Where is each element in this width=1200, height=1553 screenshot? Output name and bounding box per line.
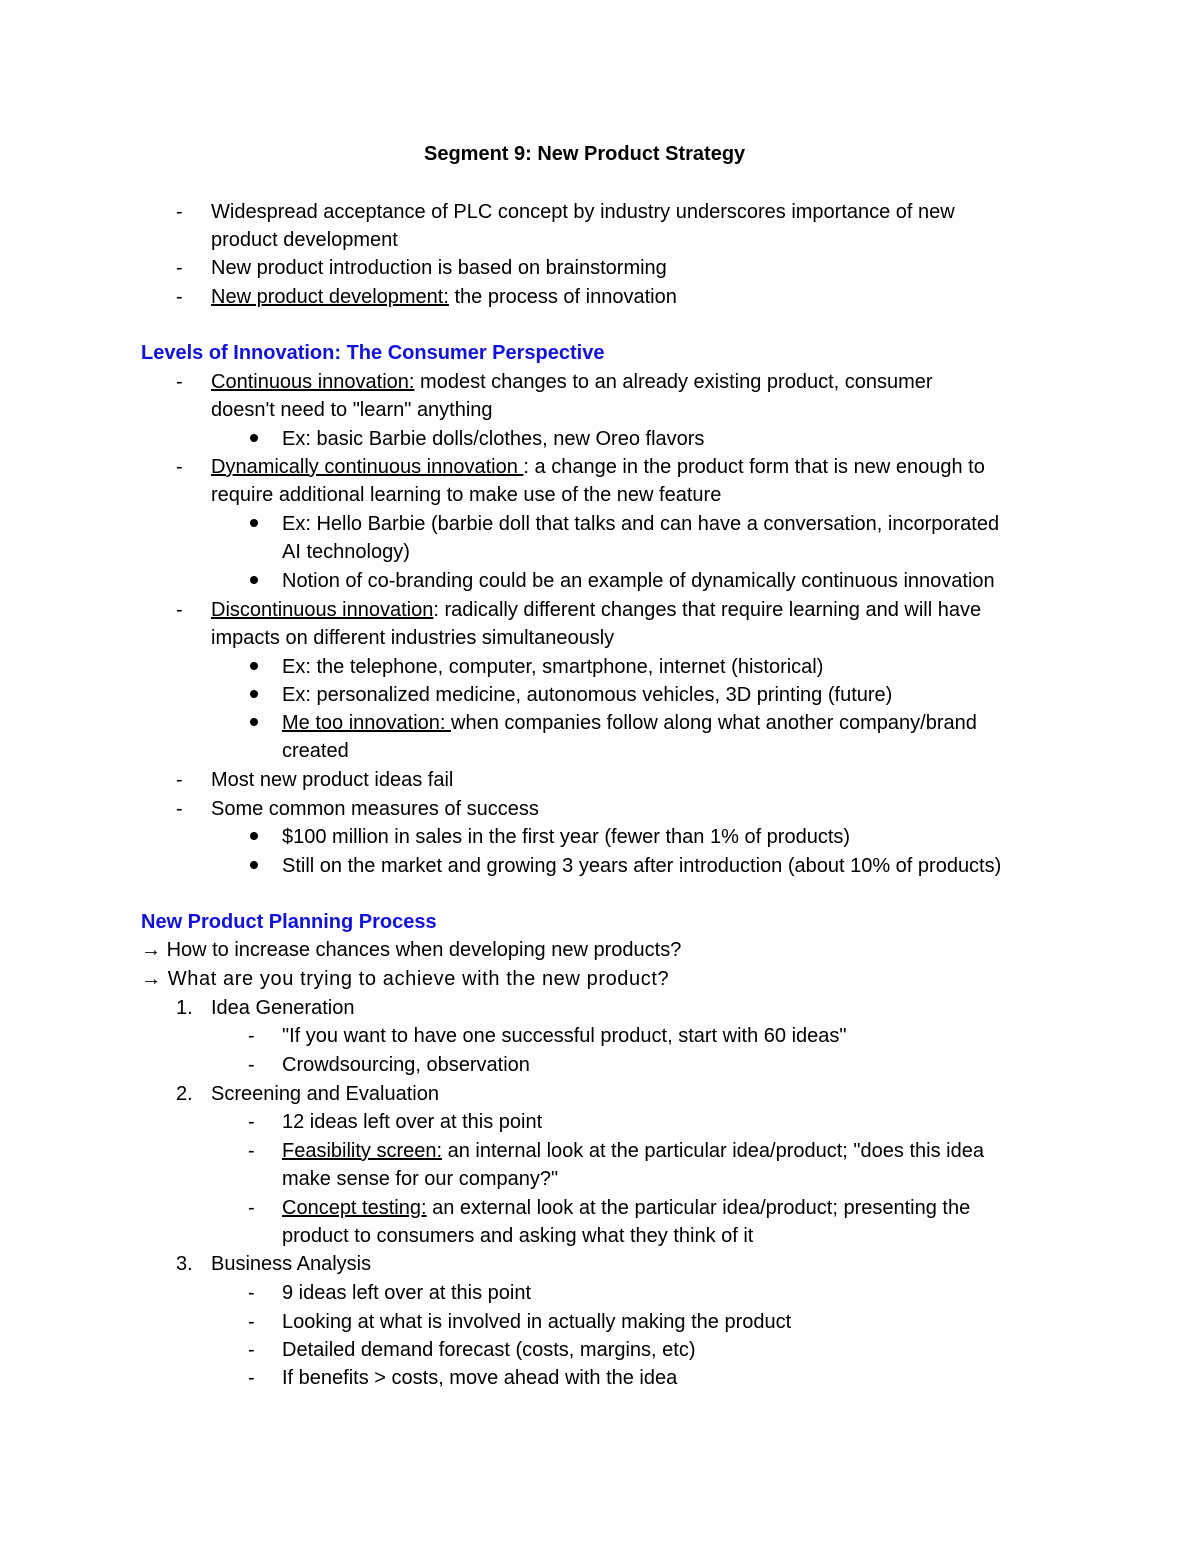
bullet-dot [250,832,258,840]
term-definition: modest changes to an already existing product, consumer [414,371,933,393]
term-definition: when companies follow along what another company/brand [451,712,977,734]
step-sub-item: 12 ideas left over at this point [282,1111,543,1133]
question-line [141,936,681,964]
bullet-dot [250,690,258,698]
term-definition: : a change in the product form that is new enough to [523,456,985,478]
sub-item [282,709,977,737]
page-title: Segment 9: New Product Strategy [424,143,746,165]
question-text: What are you trying to achieve with the new product? [167,968,670,990]
term-label: Dynamically continuous innovation [211,456,524,478]
intro-line: Widespread acceptance of PLC concept by industry underscores importance of new [211,201,955,223]
list-item [211,453,985,481]
list-item-continued: doesn't need to "learn" anything [211,399,493,421]
dash-marker: - [248,1025,255,1047]
arrow-icon: → [141,939,161,961]
term-label: Concept testing: [282,1197,427,1219]
step-sub-item: Detailed demand forecast (costs, margins, etc) [282,1339,696,1361]
dash-marker: - [248,1367,255,1389]
sub-item: Still on the market and growing 3 years after introduction (about 10% of products) [282,855,1002,877]
section-heading-levels: Levels of Innovation: The Consumer Perspective [141,342,605,364]
dash-marker: - [176,769,183,791]
step-sub-item: If benefits > costs, move ahead with the idea [282,1367,678,1389]
term-definition: : radically different changes that require learning and will have [433,599,982,621]
step-number: 3. [176,1253,193,1275]
term-label: Me too innovation: [282,712,451,734]
sub-item-continued: created [282,740,349,762]
intro-line: New product introduction is based on brainstorming [211,257,667,279]
step-sub-item [282,1194,970,1222]
step-sub-item: Looking at what is involved in actually making the product [282,1311,792,1333]
term-label: Discontinuous innovation [211,599,434,621]
bullet-dot [250,861,258,869]
bullet-dot [250,662,258,670]
sub-item: Ex: personalized medicine, autonomous vehicles, 3D printing (future) [282,684,893,706]
dash-marker: - [176,201,183,223]
step-number: 2. [176,1083,193,1105]
step-label: Screening and Evaluation [211,1083,439,1105]
section-heading-planning: New Product Planning Process [141,911,437,933]
term-label: Continuous innovation: [211,371,415,393]
step-label: Idea Generation [211,997,355,1019]
list-item-continued: impacts on different industries simultaneously [211,627,615,649]
step-sub-item: 9 ideas left over at this point [282,1282,532,1304]
step-sub-item: "If you want to have one successful product, start with 60 ideas" [282,1025,847,1047]
dash-marker: - [176,371,183,393]
step-label: Business Analysis [211,1253,372,1275]
dash-marker: - [248,1140,255,1162]
bullet-dot [250,718,258,726]
term-definition: an internal look at the particular idea/product; "does this idea [442,1140,984,1162]
dash-marker: - [248,1054,255,1076]
dash-marker: - [248,1311,255,1333]
dash-marker: - [248,1197,255,1219]
dash-marker: - [248,1282,255,1304]
step-sub-item: Crowdsourcing, observation [282,1054,530,1076]
term-definition: an external look at the particular idea/product; presenting the [426,1197,971,1219]
term-label: New product development: [211,286,449,308]
step-sub-item-continued: product to consumers and asking what they think of it [282,1225,754,1247]
dash-marker: - [248,1111,255,1133]
list-item: Some common measures of success [211,798,539,820]
term-label: Feasibility screen: [282,1140,443,1162]
sub-item: Ex: basic Barbie dolls/clothes, new Oreo flavors [282,428,705,450]
dash-marker: - [176,286,183,308]
dash-marker: - [248,1339,255,1361]
dash-marker: - [176,456,183,478]
list-item [211,596,981,624]
intro-line: product development [211,229,398,251]
term-definition: the process of innovation [448,286,677,308]
question-text: How to increase chances when developing new products? [166,939,682,961]
sub-item: $100 million in sales in the first year (fewer than 1% of products) [282,826,851,848]
step-sub-item [282,1137,984,1165]
dash-marker: - [176,798,183,820]
bullet-dot [250,519,258,527]
step-number: 1. [176,997,193,1019]
bullet-dot [250,576,258,584]
sub-item-continued: AI technology) [282,541,410,563]
step-sub-item-continued: make sense for our company?" [282,1168,559,1190]
sub-item: Ex: Hello Barbie (barbie doll that talks and can have a conversation, incorporated [282,513,1000,535]
question-line [141,965,669,993]
dash-marker: - [176,257,183,279]
sub-item: Notion of co-branding could be an example of dynamically continuous innovation [282,570,995,592]
sub-item: Ex: the telephone, computer, smartphone, internet (historical) [282,656,824,678]
list-item [211,368,933,396]
list-item: Most new product ideas fail [211,769,454,791]
list-item-continued: require additional learning to make use of the new feature [211,484,722,506]
arrow-icon: → [141,968,162,990]
bullet-dot [250,434,258,442]
dash-marker: - [176,599,183,621]
intro-line [211,283,677,311]
